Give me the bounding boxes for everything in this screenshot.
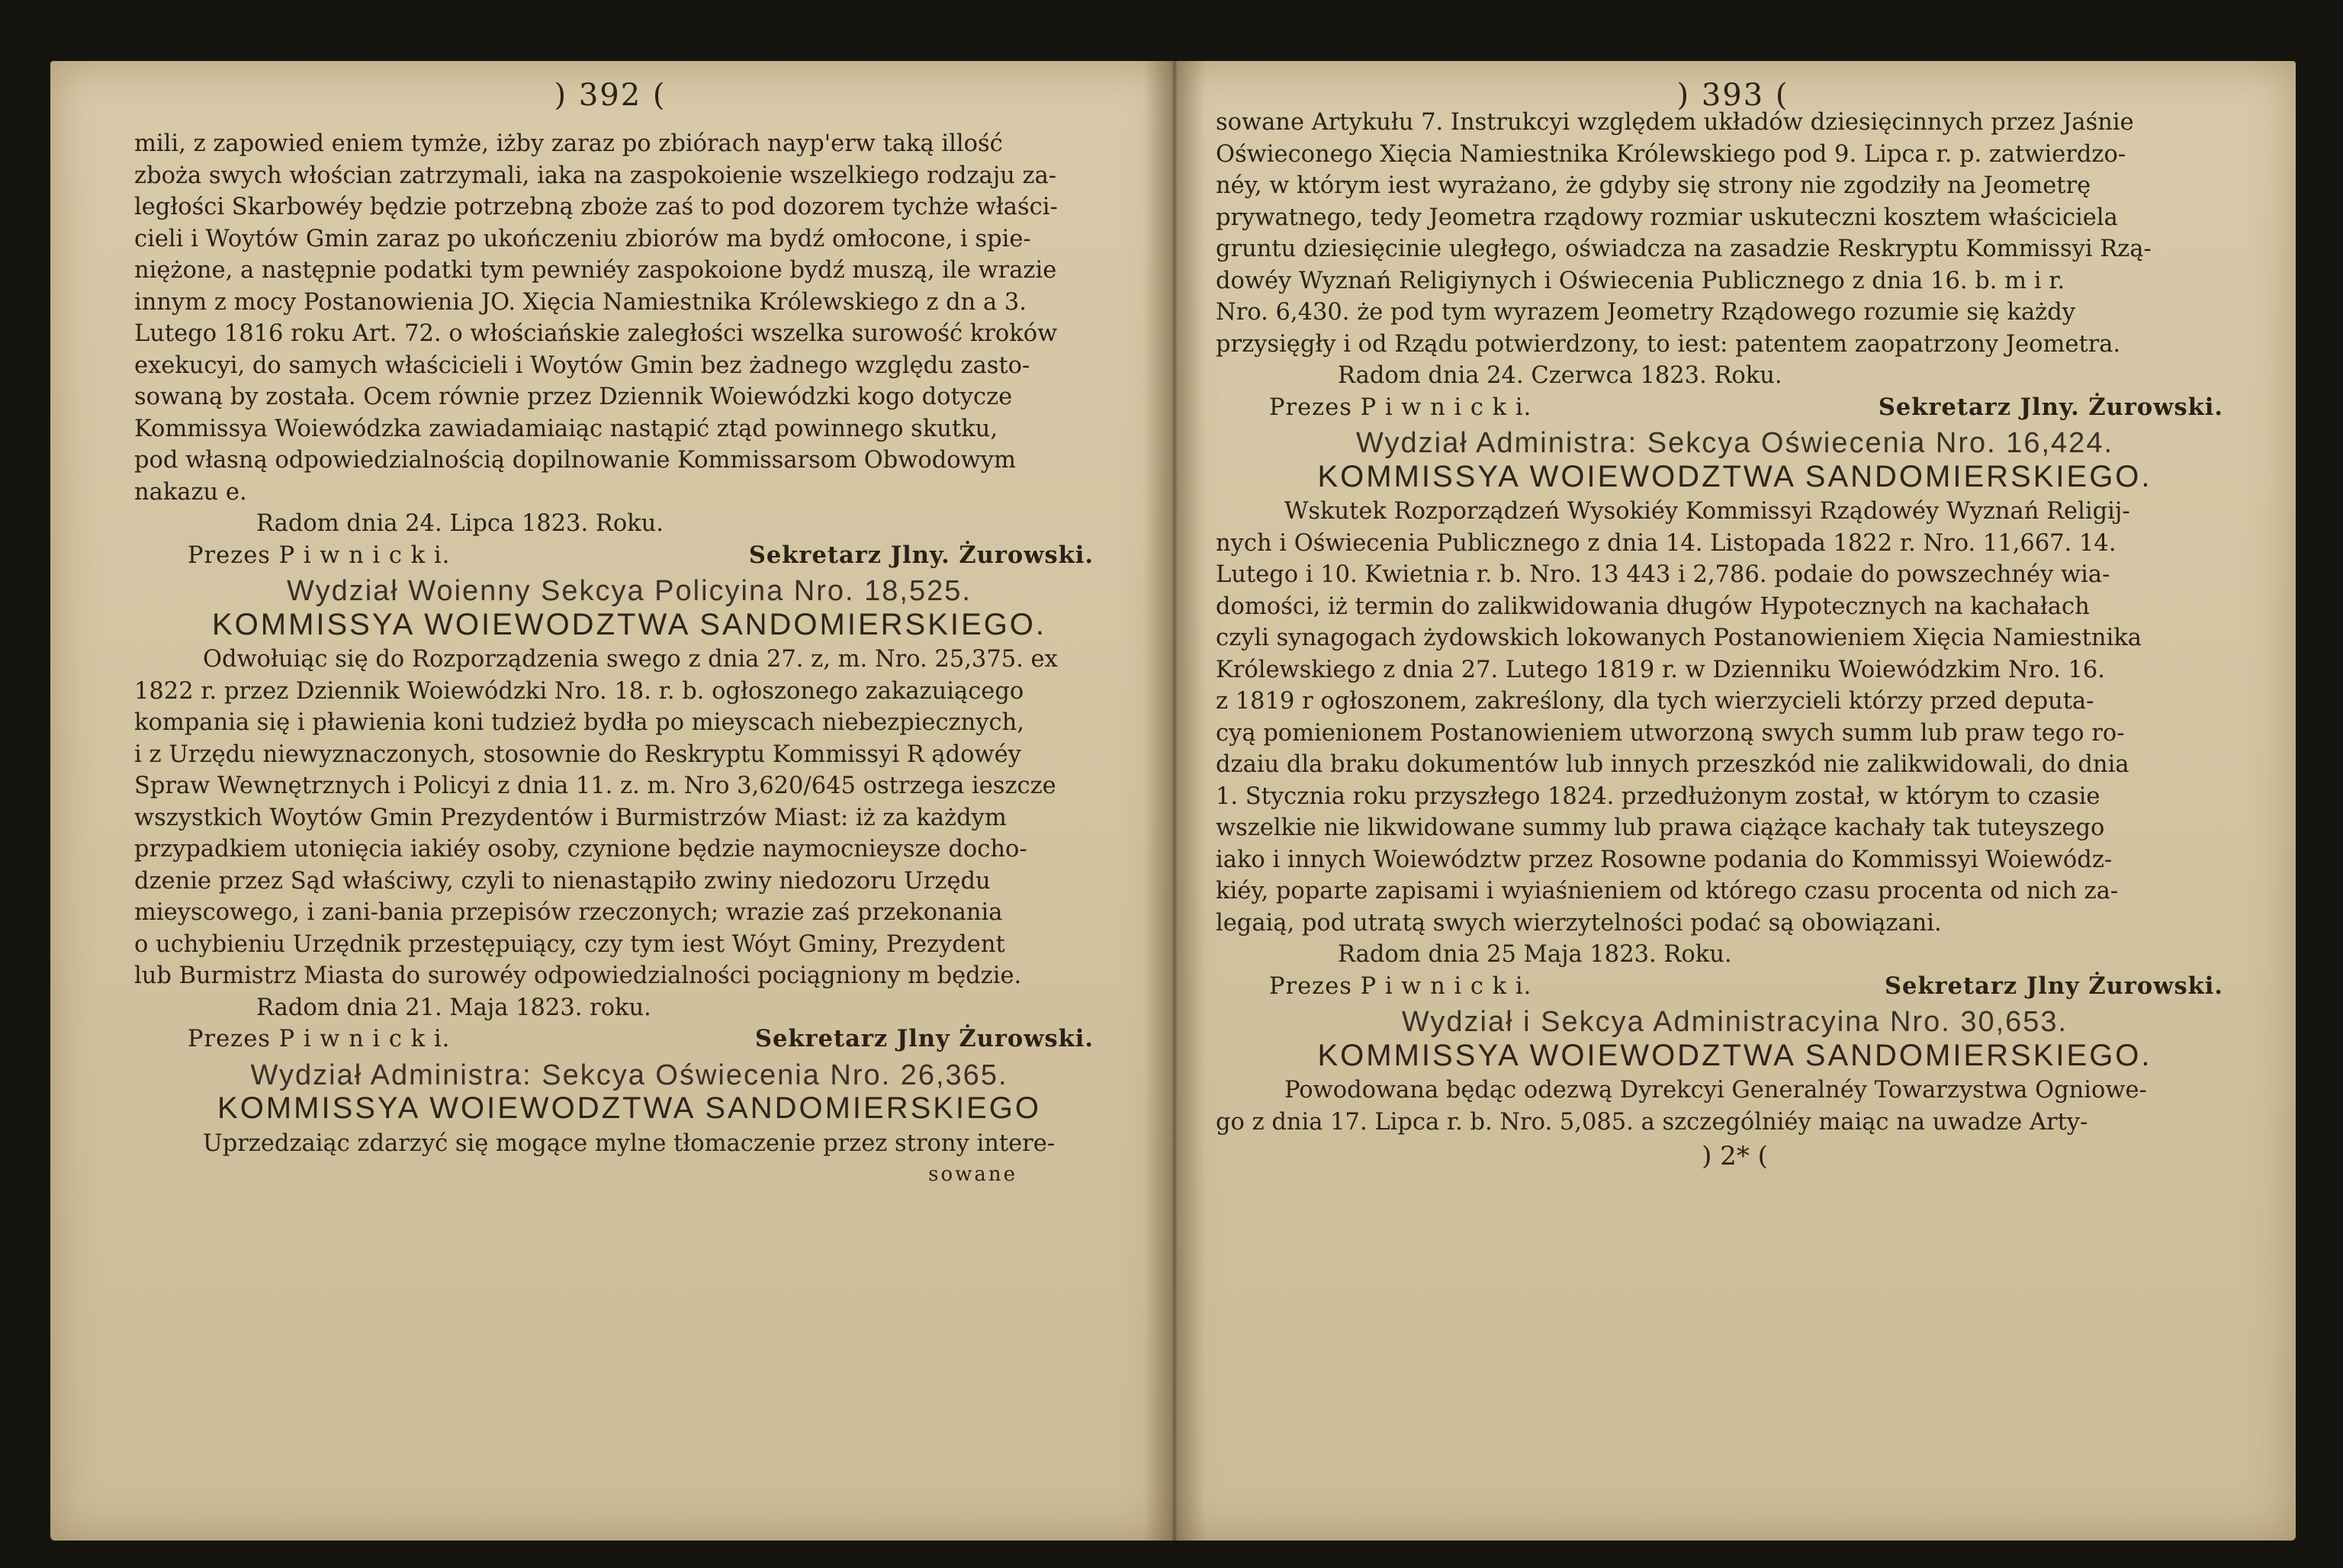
text-line: lub Burmistrz Miasta do surowéy odpowiedzialności pociągniony m będzie. [134, 962, 1022, 989]
text-line: wszelkie nie likwidowane summy lub prawa ciążące kachały tak tuteyszego [1216, 815, 2105, 841]
secretary-signature: Sekretarz Jlny Żurowski. [1884, 972, 2223, 1000]
text-line: Nro. 6,430. że pod tym wyrazem Jeometry Rządowego rozumie się każdy [1216, 299, 2075, 326]
left-page-text [134, 128, 1124, 1191]
dateline: Radom dnia 25 Maja 1823. Roku. [1338, 941, 1732, 968]
text-line: Królewskiego z dnia 27. Lutego 1819 r. w Dzienniku Woiewódzkim Nro. 16. [1216, 656, 2105, 683]
section-heading: Wydział Woienny Sekcya Policyina Nro. 18,525. [287, 575, 972, 607]
text-line: o uchybieniu Urzędnik przestępuiący, czy tym iest Wóyt Gminy, Prezydent [134, 930, 1005, 958]
signature-row [1216, 971, 2254, 1003]
text-line: Lutego 1816 roku Art. 72. o włościańskie zaległości wszelka surowość kroków [134, 320, 1058, 347]
text-line: gruntu dziesięcinie uległego, oświadcza na zasadzie Reskryptu Kommissyi Rzą- [1216, 236, 2152, 262]
commission-heading: KOMMISSYA WOIEWODZTWA SANDOMIERSKIEGO [217, 1091, 1041, 1125]
section-heading: Wydział i Sekcya Administracyina Nro. 30,653. [1401, 1006, 2068, 1038]
text-line: 1. Stycznia roku przyszłego 1824. przedłużonym został, w którym to czasie [1216, 782, 2100, 810]
text-line: Odwołuiąc się do Rozporządzenia swego z dnia 27. z, m. Nro. 25,375. ex [203, 646, 1058, 673]
text-line: pod własną odpowiedzialnością dopilnowanie Kommissarsom Obwodowym [134, 447, 1016, 474]
text-line: nakazu e. [134, 478, 247, 506]
text-line: Kommissya Woiewódzka zawiadamiaiąc nastąpić ztąd powinnego skutku, [134, 415, 998, 442]
left-page [50, 61, 1170, 1541]
right-page-text [1216, 107, 2254, 1173]
text-line: przysięgły i od Rządu potwierdzony, to iest: patentem zaopatrzony Jeometra. [1216, 330, 2121, 358]
section-heading: Wydział Administra: Sekcya Oświecenia Nro. 26,365. [250, 1059, 1008, 1091]
text-line: domości, iż termin do zalikwidowania długów Hypotecznych na kachałach [1216, 593, 2090, 620]
text-line: niężone, a następnie podatki tym pewniéy zaspokoione bydź muszą, ile wrazie [134, 257, 1057, 284]
text-line: dzaiu dla braku dokumentów lub innych przeszkód nie zalikwidowali, do dnia [1216, 751, 2129, 778]
signature-row [1216, 392, 2254, 424]
commission-heading: KOMMISSYA WOIEWODZTWA SANDOMIERSKIEGO. [1317, 1038, 2152, 1072]
text-line: prywatnego, tedy Jeometra rządowy rozmiar uskuteczni kosztem właściciela [1216, 204, 2118, 231]
dateline: Radom dnia 21. Maja 1823. roku. [256, 994, 651, 1021]
catchword: sowane [928, 1163, 1017, 1186]
text-line: i z Urzędu niewyznaczonych, stosownie do Reskryptu Kommissyi R ądowéy [134, 741, 1021, 768]
commission-heading: KOMMISSYA WOIEWODZTWA SANDOMIERSKIEGO. [211, 607, 1047, 641]
secretary-signature: Sekretarz Jlny. Żurowski. [1878, 393, 2223, 421]
text-line: cyą pomienionem Postanowieniem utworzoną swych summ lub praw tego ro- [1216, 719, 2125, 747]
signature-row [134, 1023, 1124, 1056]
text-line: go z dnia 17. Lipca r. b. Nro. 5,085. a szczególniéy maiąc na uwadze Arty- [1216, 1108, 2088, 1136]
text-line: mili, z zapowied eniem tymże, iżby zaraz po zbiórach nayp'erw taką illość [134, 130, 1003, 157]
text-line: iako i innych Woiewództw przez Rosowne podania do Kommissyi Woiewódz- [1216, 846, 2113, 873]
text-line: kiéy, poparte zapisami i wyiaśnieniem od którego czasu procenta od nich za- [1216, 878, 2119, 904]
text-line: z 1819 r ogłoszonem, zakreślony, dla tych wierzycieli którzy przed deputa- [1216, 688, 2094, 715]
dateline: Radom dnia 24. Czerwca 1823. Roku. [1338, 362, 1782, 389]
president-signature: Prezes P i w n i c k i. [188, 1026, 451, 1052]
president-signature: Prezes P i w n i c k i. [1269, 972, 1532, 1000]
text-line: wszystkich Woytów Gmin Prezydentów i Burmistrzów Miast: iż za każdym [134, 804, 1007, 831]
text-line: Uprzedzaiąc zdarzyć się mogące mylne tłomaczenie przez strony intere- [203, 1129, 1056, 1157]
text-line: czyli synagogach żydowskich lokowanych Postanowieniem Xięcia Namiestnika [1216, 625, 2142, 651]
text-line: mieyscowego, i zani-bania przepisów rzeczonych; wrazie zaś przekonania [134, 899, 1003, 926]
text-line: nych i Oświecenia Publicznego z dnia 14. Listopada 1822 r. Nro. 11,667. 14. [1216, 529, 2116, 557]
text-line: innym z mocy Postanowienia JO. Xięcia Namiestnika Królewskiego z dn a 3. [134, 288, 1027, 316]
text-line: Lutego i 10. Kwietnia r. b. Nro. 13 443 i 2,786. podaie do powszechnéy wia- [1216, 561, 2110, 588]
text-line: Powodowana będąc odezwą Dyrekcyi Generalnéy Towarzystwa Ogniowe- [1284, 1077, 2147, 1104]
commission-heading: KOMMISSYA WOIEWODZTWA SANDOMIERSKIEGO. [1317, 459, 2152, 493]
text-line: kompania się i pławienia koni tudzież bydła po mieyscach niebezpiecznych, [134, 709, 1024, 736]
text-line: zboża swych włościan zatrzymali, iaka na zaspokoienie wszelkiego rodzaju za- [134, 162, 1057, 189]
secretary-signature: Sekretarz Jlny. Żurowski. [748, 541, 1094, 569]
dateline: Radom dnia 24. Lipca 1823. Roku. [256, 510, 664, 537]
text-line: cieli i Woytów Gmin zaraz po ukończeniu zbiorów ma bydź omłocone, i spie- [134, 225, 1031, 252]
page-number: ) 392 ( [554, 78, 667, 113]
text-line: sowaną by została. Ocem równie przez Dziennik Woiewódzki kogo dotycze [134, 384, 1013, 410]
text-line: néy, w którym iest wyrażano, że gdyby się strony nie zgodziły na Jeometrę [1216, 172, 2091, 199]
text-line: 1822 r. przez Dziennik Woiewódzki Nro. 18. r. b. ogłoszonego zakazuiącego [134, 677, 1024, 705]
page-number: ) 393 ( [1676, 78, 1789, 113]
secretary-signature: Sekretarz Jlny Żurowski. [754, 1025, 1094, 1052]
text-line: dowéy Wyznań Religiynych i Oświecenia Publicznego z dnia 16. b. m i r. [1216, 267, 2065, 294]
president-signature: Prezes P i w n i c k i. [1269, 394, 1532, 421]
text-line: dzenie przez Sąd właściwy, czyli to nienastąpiło zwiny niedozoru Urzędu [134, 867, 991, 895]
right-page [1170, 61, 2296, 1541]
signature-row [134, 540, 1124, 572]
text-line: Spraw Wewnętrznych i Policyi z dnia 11. z. m. Nro 3,620/645 ostrzega ieszcze [134, 773, 1056, 799]
text-line: legaią, pod utratą swych wierzytelności podać są obowiązani. [1216, 909, 1942, 937]
section-heading: Wydział Administra: Sekcya Oświecenia Nro. 16,424. [1355, 427, 2114, 459]
text-line: Oświeconego Xięcia Namiestnika Królewskiego pod 9. Lipca r. p. zatwierdzo- [1216, 140, 2126, 168]
text-line: Wskutek Rozporządzeń Wysokiéy Kommissyi Rządowéy Wyznań Religij- [1284, 498, 2130, 525]
signature-mark: ) 2* ( [1702, 1141, 1768, 1171]
president-signature: Prezes P i w n i c k i. [188, 541, 451, 569]
text-line: przypadkiem utonięcia iakiéy osoby, czynione będzie naymocnieysze docho- [134, 836, 1027, 863]
text-line: sowane Artykułu 7. Instrukcyi względem układów dziesięcinnych przez Jaśnie [1216, 109, 2134, 136]
text-line: ległości Skarbowéy będzie potrzebną zboże zaś to pod dozorem tychże właści- [134, 194, 1058, 220]
text-line: exekucyi, do samych właścicieli i Woytów Gmin bez żadnego względu zasto- [134, 352, 1030, 379]
